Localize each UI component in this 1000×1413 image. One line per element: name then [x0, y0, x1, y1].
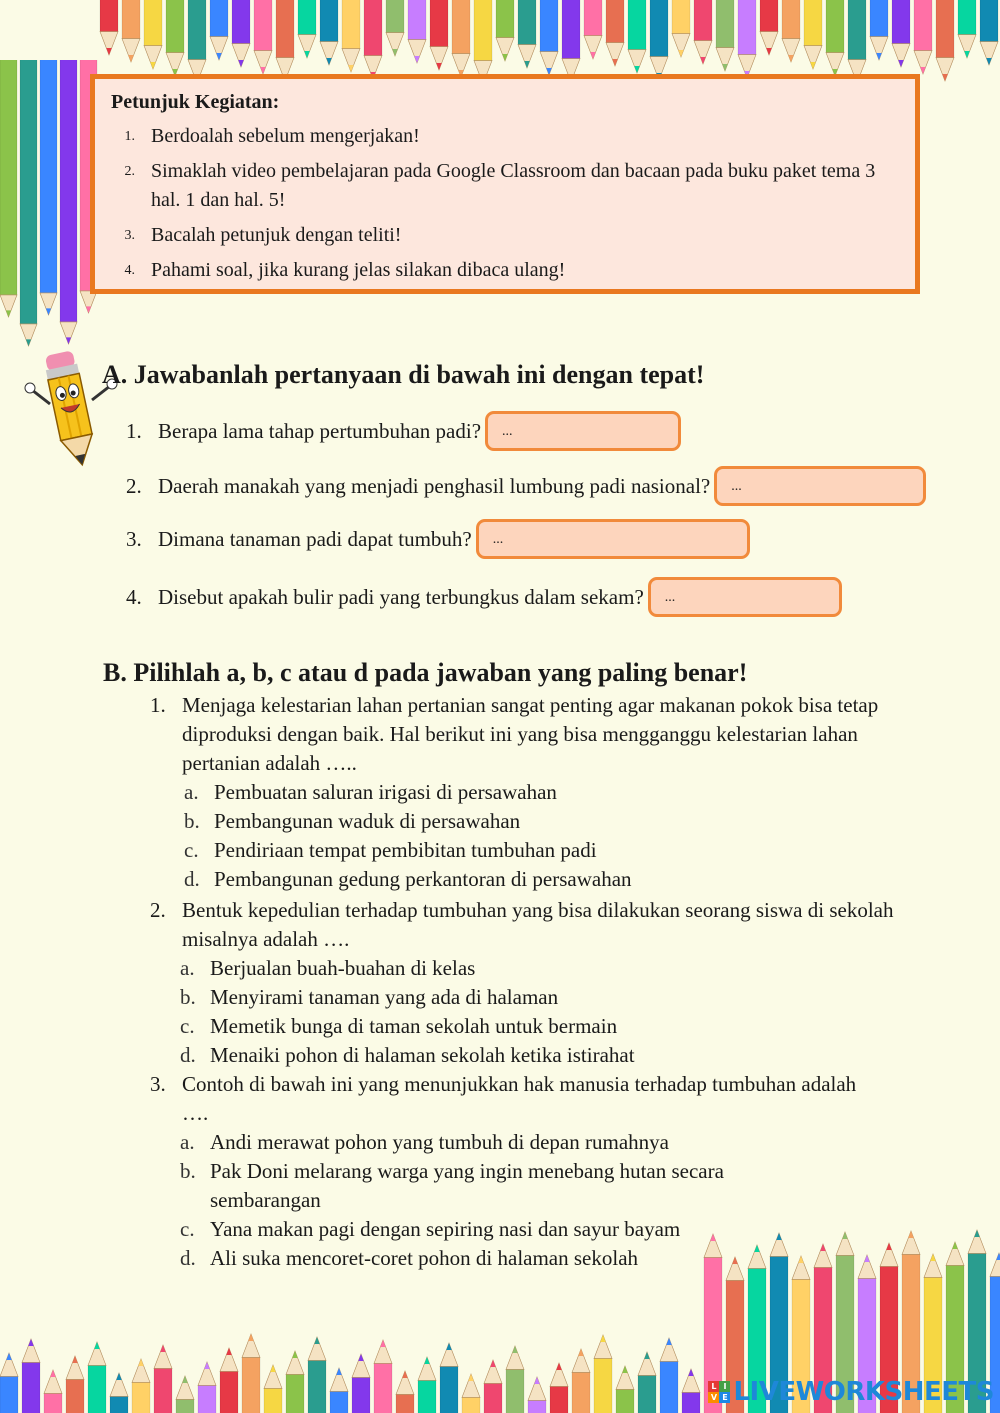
pencil-icon [66, 1356, 84, 1413]
logo-badge-icon [708, 1381, 730, 1403]
pencil-icon [242, 1334, 260, 1413]
answer-field-2[interactable]: ... [714, 466, 926, 506]
pencil-icon [518, 0, 536, 68]
multiple-choice-question-1 [150, 691, 910, 894]
logo-badge-letter: L [708, 1381, 719, 1392]
option-b[interactable] [150, 983, 910, 1012]
option-c[interactable] [150, 836, 910, 865]
instructions-list [111, 122, 897, 285]
pencil-icon [572, 1349, 590, 1413]
pencil-icon [166, 0, 184, 76]
option-letter: c. [180, 1014, 195, 1038]
pencil-icon [660, 1338, 678, 1413]
question-number: 4. [126, 584, 142, 609]
instruction-number: 3. [124, 228, 135, 243]
pencil-icon [418, 1357, 436, 1413]
multiple-choice-question-2 [150, 896, 910, 1070]
option-letter: b. [184, 809, 200, 833]
option-letter: a. [180, 1130, 195, 1154]
option-text: Pembangunan waduk di persawahan [214, 809, 521, 833]
pencil-icon [88, 1342, 106, 1413]
option-letter: d. [184, 867, 200, 891]
option-b[interactable] [150, 1157, 790, 1215]
pencil-icon [100, 0, 118, 55]
question-text: Contoh di bawah ini yang menunjukkan hak manusia terhadap tumbuhan adalah …. [182, 1072, 857, 1125]
instruction-text: Pahami soal, jika kurang jelas silakan dibaca ulang! [151, 259, 566, 281]
question-number: 3. [150, 1072, 166, 1096]
pencil-icon [628, 0, 646, 73]
pencil-icon [716, 0, 734, 71]
option-text: Pak Doni melarang warga yang ingin menebang hutan secara sembarangan [210, 1159, 724, 1212]
pencil-icon [782, 0, 800, 62]
option-letter: b. [180, 1159, 196, 1183]
pencil-icon [374, 1340, 392, 1413]
instruction-text: Berdoalah sebelum mengerjakan! [151, 125, 420, 147]
pencil-icon [210, 0, 228, 60]
pencil-icon [440, 1343, 458, 1413]
option-text: Berjualan buah-buahan di kelas [210, 956, 476, 980]
option-letter: a. [184, 780, 199, 804]
option-b[interactable] [150, 807, 910, 836]
question-text: Berapa lama tahap pertumbuhan padi? [158, 418, 482, 443]
pencil-icon [122, 0, 140, 62]
pencil-icon [342, 0, 360, 72]
option-c[interactable] [150, 1012, 910, 1041]
pencil-icon [0, 60, 17, 317]
question-stem [150, 691, 910, 778]
section-b-title: B. Pilihlah a, b, c atau d pada jawaban yang paling benar! [103, 658, 748, 687]
pencil-icon [606, 0, 624, 66]
option-text: Menyirami tanaman yang ada di halaman [210, 985, 559, 1009]
pencil-icon [144, 0, 162, 69]
pencil-icon [254, 0, 272, 74]
question-stem [150, 1070, 870, 1128]
pencil-icon [848, 0, 866, 83]
option-text: Memetik bunga di taman sekolah untuk bermain [210, 1014, 618, 1038]
short-answer-question-3 [126, 519, 750, 559]
pencil-icon [462, 1374, 480, 1413]
instruction-number: 4. [124, 263, 135, 278]
pencil-icon [584, 0, 602, 59]
pencil-icon [330, 1368, 348, 1413]
answer-field-1[interactable]: ... [485, 411, 681, 451]
pencil-icon [364, 0, 382, 79]
pencil-icon [20, 60, 37, 346]
question-number: 1. [126, 418, 142, 443]
pencil-icon [22, 1339, 40, 1413]
option-text: Menaiki pohon di halaman sekolah ketika istirahat [210, 1043, 635, 1067]
option-a[interactable] [150, 778, 910, 807]
option-letter: b. [180, 985, 196, 1009]
question-stem [150, 896, 910, 954]
pencil-icon [44, 1370, 62, 1413]
instructions-box [90, 74, 920, 294]
pencil-icon [40, 60, 57, 315]
pencil-icon [980, 0, 998, 65]
pencil-icon [738, 0, 756, 78]
short-answer-question-2 [126, 466, 926, 506]
pencil-icon [914, 0, 932, 74]
pencil-icon [650, 0, 668, 80]
pencil-icon [110, 1373, 128, 1413]
pencil-icon [562, 0, 580, 82]
pencil-icon [506, 1346, 524, 1413]
option-letter: d. [180, 1246, 196, 1270]
multiple-choice-question-3 [150, 1070, 870, 1273]
instruction-number: 2. [124, 164, 135, 179]
question-text: Dimana tanaman padi dapat tumbuh? [158, 526, 472, 551]
pencil-icon [264, 1365, 282, 1413]
pencil-icon [496, 0, 514, 61]
pencil-icon [760, 0, 778, 55]
instruction-item [111, 256, 897, 285]
liveworksheets-logo [708, 1377, 994, 1407]
pencil-icon [0, 1353, 18, 1413]
pencil-icon [550, 1363, 568, 1413]
option-letter: a. [180, 956, 195, 980]
logo-badge-letter: V [708, 1392, 719, 1403]
pencil-icon [176, 1376, 194, 1413]
question-number: 1. [150, 693, 166, 717]
option-text: Yana makan pagi dengan sepiring nasi dan sayur bayam [210, 1217, 681, 1241]
pencil-icon [804, 0, 822, 69]
instruction-number: 1. [124, 129, 135, 144]
pencil-icon [154, 1345, 172, 1413]
pencil-icon [188, 0, 206, 83]
pencil-icon [308, 1337, 326, 1413]
short-answer-question-4 [126, 577, 842, 617]
answer-field-4[interactable]: ... [648, 577, 842, 617]
pencil-icon [276, 0, 294, 81]
short-answer-question-1 [126, 411, 681, 451]
option-letter: d. [180, 1043, 196, 1067]
pencil-icon [386, 0, 404, 56]
option-d[interactable] [150, 1041, 910, 1070]
logo-badge-letter: I [719, 1381, 730, 1392]
instruction-item [111, 157, 897, 215]
answer-field-3[interactable]: ... [476, 519, 750, 559]
section-a-title: A. Jawabanlah pertanyaan di bawah ini dengan tepat! [102, 360, 705, 389]
pencil-icon [958, 0, 976, 58]
pencil-icon [892, 0, 910, 67]
option-text: Pembuatan saluran irigasi di persawahan [214, 780, 557, 804]
option-a[interactable] [150, 1128, 870, 1157]
question-text: Daerah manakah yang menjadi penghasil lumbung padi nasional? [158, 473, 711, 498]
instructions-title: Petunjuk Kegiatan: [111, 91, 280, 113]
logo-text: LIVEWORKSHEETS [733, 1377, 994, 1407]
question-number: 2. [150, 898, 166, 922]
pencil-icon [936, 0, 954, 81]
pencil-icon [396, 1371, 414, 1413]
pencil-icon [594, 1335, 612, 1413]
instruction-text: Simaklah video pembelajaran pada Google Classroom dan bacaan pada buku paket tema 3 hal. 1 dan hal. 5! [151, 160, 876, 211]
option-a[interactable] [150, 954, 910, 983]
pencil-icon [352, 1354, 370, 1413]
question-number: 2. [126, 473, 142, 498]
pencil-icon [682, 1369, 700, 1413]
question-text: Bentuk kepedulian terhadap tumbuhan yang bisa dilakukan seorang siswa di sekolah misalnya adalah …. [182, 898, 894, 951]
pencil-icon [484, 1360, 502, 1413]
pencil-icon [672, 0, 690, 57]
option-text: Andi merawat pohon yang tumbuh di depan rumahnya [210, 1130, 669, 1154]
pencil-icon [528, 1377, 546, 1413]
question-number: 3. [126, 526, 142, 551]
pencil-icon [232, 0, 250, 67]
logo-badge-letter: E [719, 1392, 730, 1403]
instruction-item [111, 122, 897, 151]
pencil-icon [408, 0, 426, 63]
pencil-icon [694, 0, 712, 64]
option-letter: c. [180, 1217, 195, 1241]
option-letter: c. [184, 838, 199, 862]
pencil-icon [638, 1352, 656, 1413]
pencil-border-left [0, 60, 100, 380]
instruction-item [111, 221, 897, 250]
pencil-icon [430, 0, 448, 70]
instruction-text: Bacalah petunjuk dengan teliti! [151, 224, 402, 246]
pencil-icon [616, 1366, 634, 1413]
question-text: Disebut apakah bulir padi yang terbungkus dalam sekam? [158, 584, 644, 609]
pencil-icon [132, 1359, 150, 1413]
option-d[interactable] [150, 1244, 870, 1273]
option-c[interactable] [150, 1215, 870, 1244]
option-d[interactable] [150, 865, 910, 894]
pencil-icon [198, 1362, 216, 1413]
question-text: Menjaga kelestarian lahan pertanian sangat penting agar makanan pokok bisa tetap diproduksi dengan baik. Hal berikut ini yang bisa mengganggu kelestarian lahan pertanian adalah ….. [182, 693, 879, 775]
pencil-icon [286, 1351, 304, 1413]
option-text: Pembangunan gedung perkantoran di persawahan [214, 867, 632, 891]
pencil-icon [220, 1348, 238, 1413]
pencil-icon [540, 0, 558, 75]
pencil-icon [826, 0, 844, 76]
option-text: Ali suka mencoret-coret pohon di halaman sekolah [210, 1246, 639, 1270]
option-text: Pendiriaan tempat pembibitan tumbuhan padi [214, 838, 597, 862]
pencil-icon [60, 60, 77, 344]
pencil-icon [452, 0, 470, 77]
pencil-icon [320, 0, 338, 65]
pencil-icon [298, 0, 316, 58]
pencil-icon [870, 0, 888, 60]
pencil-icon [474, 0, 492, 84]
